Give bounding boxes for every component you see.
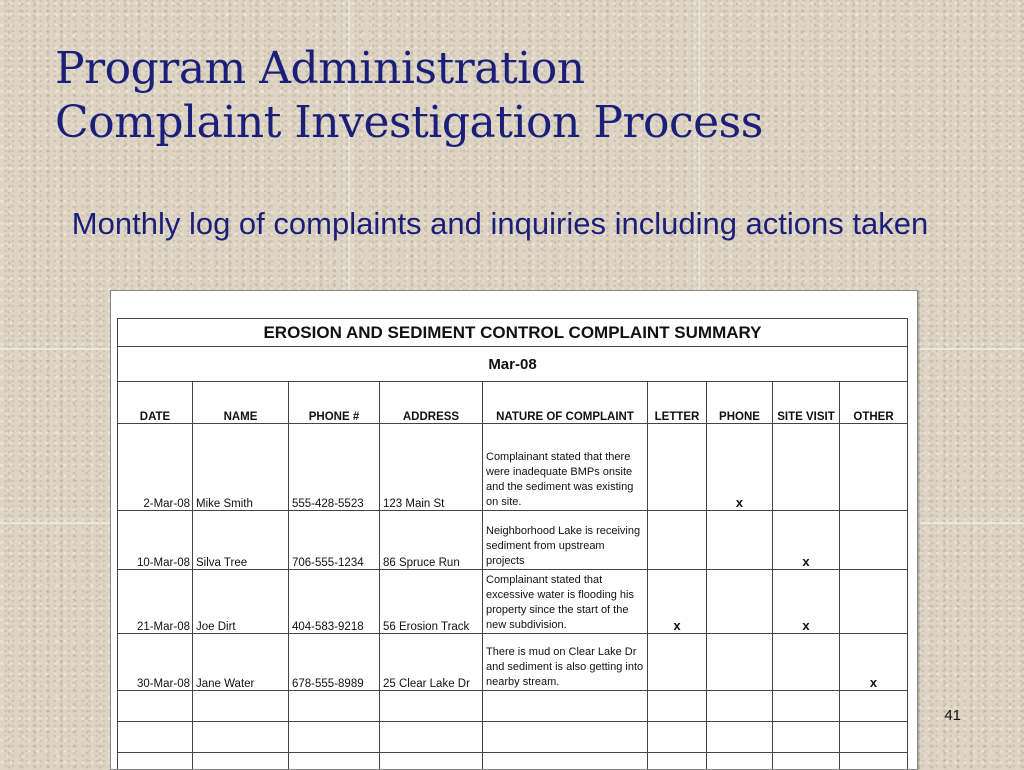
table-row (118, 634, 908, 691)
cell-date: 21-Mar-08 (118, 570, 193, 634)
table-row (118, 424, 908, 511)
column-header-date: DATE (118, 382, 193, 424)
cell-name: Jane Water (193, 634, 289, 691)
column-header-site-visit: SITE VISIT (773, 382, 840, 424)
cell-letter (648, 511, 707, 570)
cell-letter: x (648, 570, 707, 634)
cell-address: 56 Erosion Track (380, 570, 483, 634)
table-row-empty (118, 722, 908, 753)
cell-other (840, 511, 908, 570)
cell-nature-of-complaint: Neighborhood Lake is receiving sediment from upstream projects (483, 511, 648, 570)
cell-phone-action (707, 570, 773, 634)
column-header-other: OTHER (840, 382, 908, 424)
table-row-empty (118, 691, 908, 722)
cell-phone-number: 404-583-9218 (289, 570, 380, 634)
cell-name: Joe Dirt (193, 570, 289, 634)
complaint-summary-sheet (110, 290, 918, 770)
cell-date: 10-Mar-08 (118, 511, 193, 570)
cell-nature-of-complaint: There is mud on Clear Lake Dr and sediment is also getting into nearby stream. (483, 634, 648, 691)
table-row (118, 570, 908, 634)
cell-letter (648, 424, 707, 511)
cell-name: Silva Tree (193, 511, 289, 570)
complaint-summary-table (117, 318, 908, 770)
cell-phone-action (707, 511, 773, 570)
cell-address: 123 Main St (380, 424, 483, 511)
cell-nature-of-complaint: Complainant stated that excessive water is flooding his property since the start of the new subdivision. (483, 570, 648, 634)
summary-month: Mar-08 (118, 347, 908, 382)
page-number: 41 (944, 707, 961, 724)
table-row (118, 511, 908, 570)
cell-phone-number: 555-428-5523 (289, 424, 380, 511)
cell-site-visit: x (773, 511, 840, 570)
cell-date: 30-Mar-08 (118, 634, 193, 691)
cell-other (840, 570, 908, 634)
cell-site-visit (773, 634, 840, 691)
cell-letter (648, 634, 707, 691)
cell-nature-of-complaint: Complainant stated that there were inadequate BMPs onsite and the sediment was existing on site. (483, 424, 648, 511)
cell-name: Mike Smith (193, 424, 289, 511)
table-header-row (118, 382, 908, 424)
cell-address: 86 Spruce Run (380, 511, 483, 570)
column-header-phone: PHONE (707, 382, 773, 424)
column-header-address: ADDRESS (380, 382, 483, 424)
cell-phone-action: x (707, 424, 773, 511)
cell-site-visit (773, 424, 840, 511)
cell-phone-action (707, 634, 773, 691)
cell-other (840, 424, 908, 511)
cell-site-visit: x (773, 570, 840, 634)
column-header-letter: LETTER (648, 382, 707, 424)
cell-phone-number: 706-555-1234 (289, 511, 380, 570)
cell-date: 2-Mar-08 (118, 424, 193, 511)
summary-title: EROSION AND SEDIMENT CONTROL COMPLAINT SUMMARY (118, 319, 908, 347)
slide-title (55, 42, 763, 150)
column-header-nature: NATURE OF COMPLAINT (483, 382, 648, 424)
slide-title-line-1: Program Administration (55, 42, 763, 96)
cell-address: 25 Clear Lake Dr (380, 634, 483, 691)
cell-other: x (840, 634, 908, 691)
column-header-phone-number: PHONE # (289, 382, 380, 424)
slide-title-line-2: Complaint Investigation Process (55, 96, 763, 150)
column-header-name: NAME (193, 382, 289, 424)
cell-phone-number: 678-555-8989 (289, 634, 380, 691)
table-row-empty (118, 753, 908, 770)
slide-subtitle: Monthly log of complaints and inquiries including actions taken (60, 203, 940, 245)
